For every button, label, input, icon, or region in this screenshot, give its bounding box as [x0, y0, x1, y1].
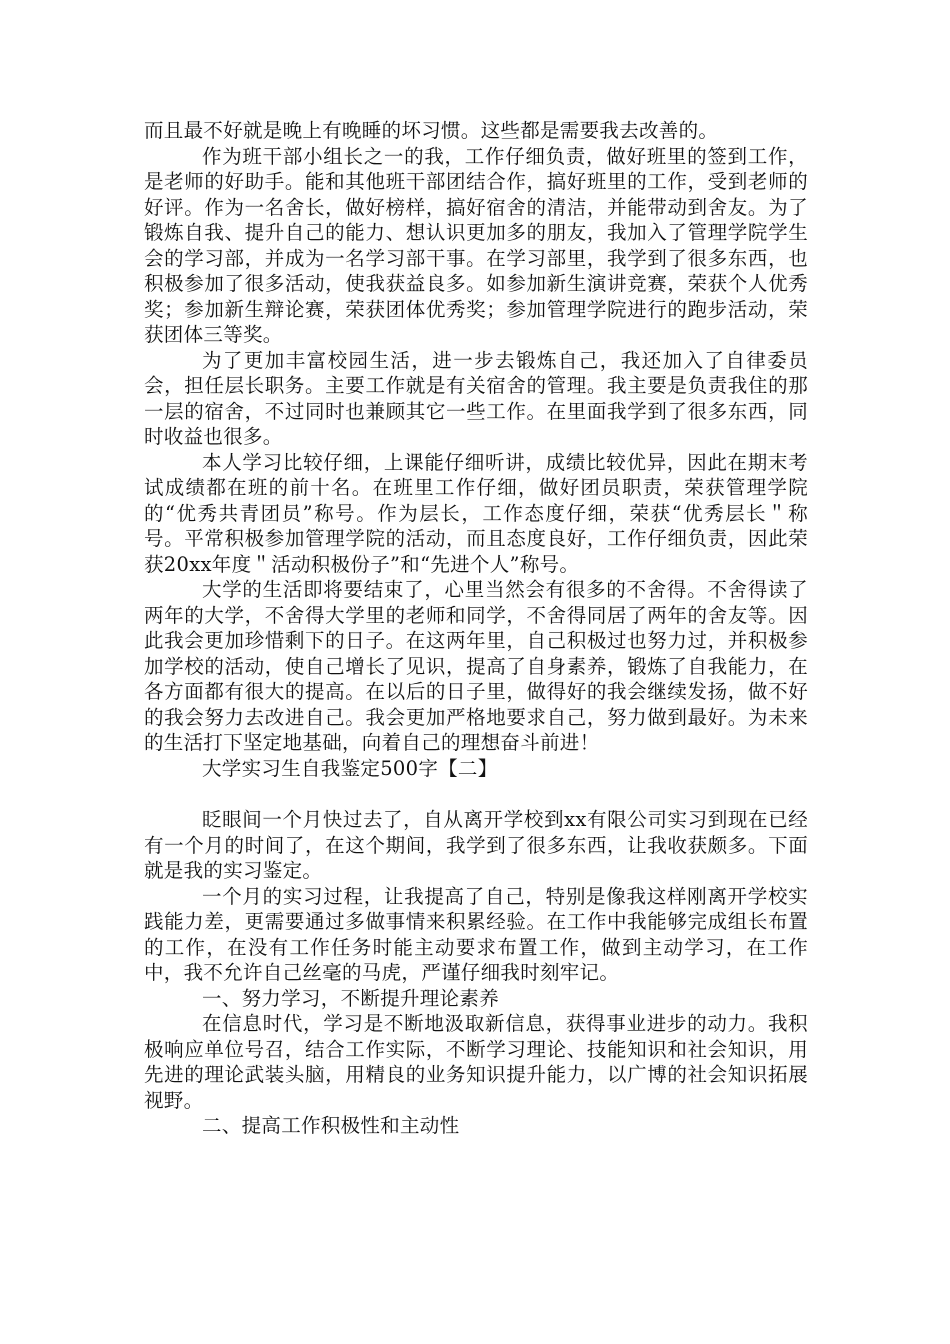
paragraph-information-age: 在信息时代，学习是不断地汲取新信息，获得事业进步的动力。我积极响应单位号召，结合工作实际，不断学习理论、技能知识和社会知识，用先进的理论武装头脑，用精良的业务知识提升能力，以广博的社会知识拓展视野。: [144, 1012, 808, 1112]
paragraph-continuation: 而且最不好就是晚上有晚睡的坏习惯。这些都是需要我去改善的。: [144, 119, 719, 142]
subheading-initiative: 二、提高工作积极性和主动性: [202, 1114, 460, 1137]
paragraph-study-awards: 本人学习比较仔细，上课能仔细听讲，成绩比较优异，因此在期末考试成绩都在班的前十名。在班里工作仔细，做好团员职责，荣获管理学院的“优秀共青团员”称号。作为层长，工作态度仔细，荣获“优秀层长＂称号。平常积极参加管理学院的活动，而且态度良好，工作仔细负责，因此荣获20xx年度＂活动积极份子”和“先进个人”称号。: [144, 450, 808, 576]
subheading-study: 一、努力学习，不断提升理论素养: [202, 986, 500, 1010]
paragraph-internship-intro: 眨眼间一个月快过去了，自从离开学校到xx有限公司实习到现在已经有一个月的时间了，在这个期间，我学到了很多东西，让我收获颇多。下面就是我的实习鉴定。: [144, 808, 808, 882]
paragraph-class-cadre: 作为班干部小组长之一的我，工作仔细负责，做好班里的签到工作，是老师的好助手。能和其他班干部团结合作，搞好班里的工作，受到老师的好评。作为一名舍长，做好榜样，搞好宿舍的清洁，并能带动到舍友。为了锻炼自我、提升自己的能力、想认识更加多的朋友，我加入了管理学院学生会的学习部，并成为一名学习部干事。在学习部里，我学到了很多东西，也积极参加了很多活动，使我获益良多。如参加新生演讲竞赛，荣获个人优秀奖；参加新生辩论赛，荣获团体优秀奖；参加管理学院进行的跑步活动，荣获团体三等奖。: [144, 144, 808, 346]
paragraph-self-discipline: 为了更加丰富校园生活，进一步去锻炼自己，我还加入了自律委员会，担任层长职务。主要工作就是有关宿舍的管理。我主要是负责我住的那一层的宿舍，不过同时也兼顾其它一些工作。在里面我学到了很多东西，同时收益也很多。: [144, 348, 808, 448]
paragraph-internship-process: 一个月的实习过程，让我提高了自己，特别是像我这样刚离开学校实践能力差，更需要通过多做事情来积累经验。在工作中我能够完成组长布置的工作，在没有工作任务时能主动要求布置工作，做到主动学习，在工作中，我不允许自己丝毫的马虎，严谨仔细我时刻牢记。: [144, 884, 808, 984]
document-page: [144, 118, 808, 1139]
paragraph-university-life: 大学的生活即将要结束了，心里当然会有很多的不舍得。不舍得读了两年的大学，不舍得大学里的老师和同学，不舍得同居了两年的舍友等。因此我会更加珍惜剩下的日子。在这两年里，自己积极过也努力过，并积极参加学校的活动，使自己增长了见识，提高了自身素养，锻炼了自我能力，在各方面都有很大的提高。在以后的日子里，做得好的我会继续发扬，做不好的我会努力去改进自己。我会更加严格地要求自己，努力做到最好。为未来的生活打下坚定地基础，向着自己的理想奋斗前进！: [144, 578, 808, 754]
section-heading-two: 大学实习生自我鉴定500字【二】: [202, 756, 498, 780]
blank-line: [144, 781, 808, 807]
